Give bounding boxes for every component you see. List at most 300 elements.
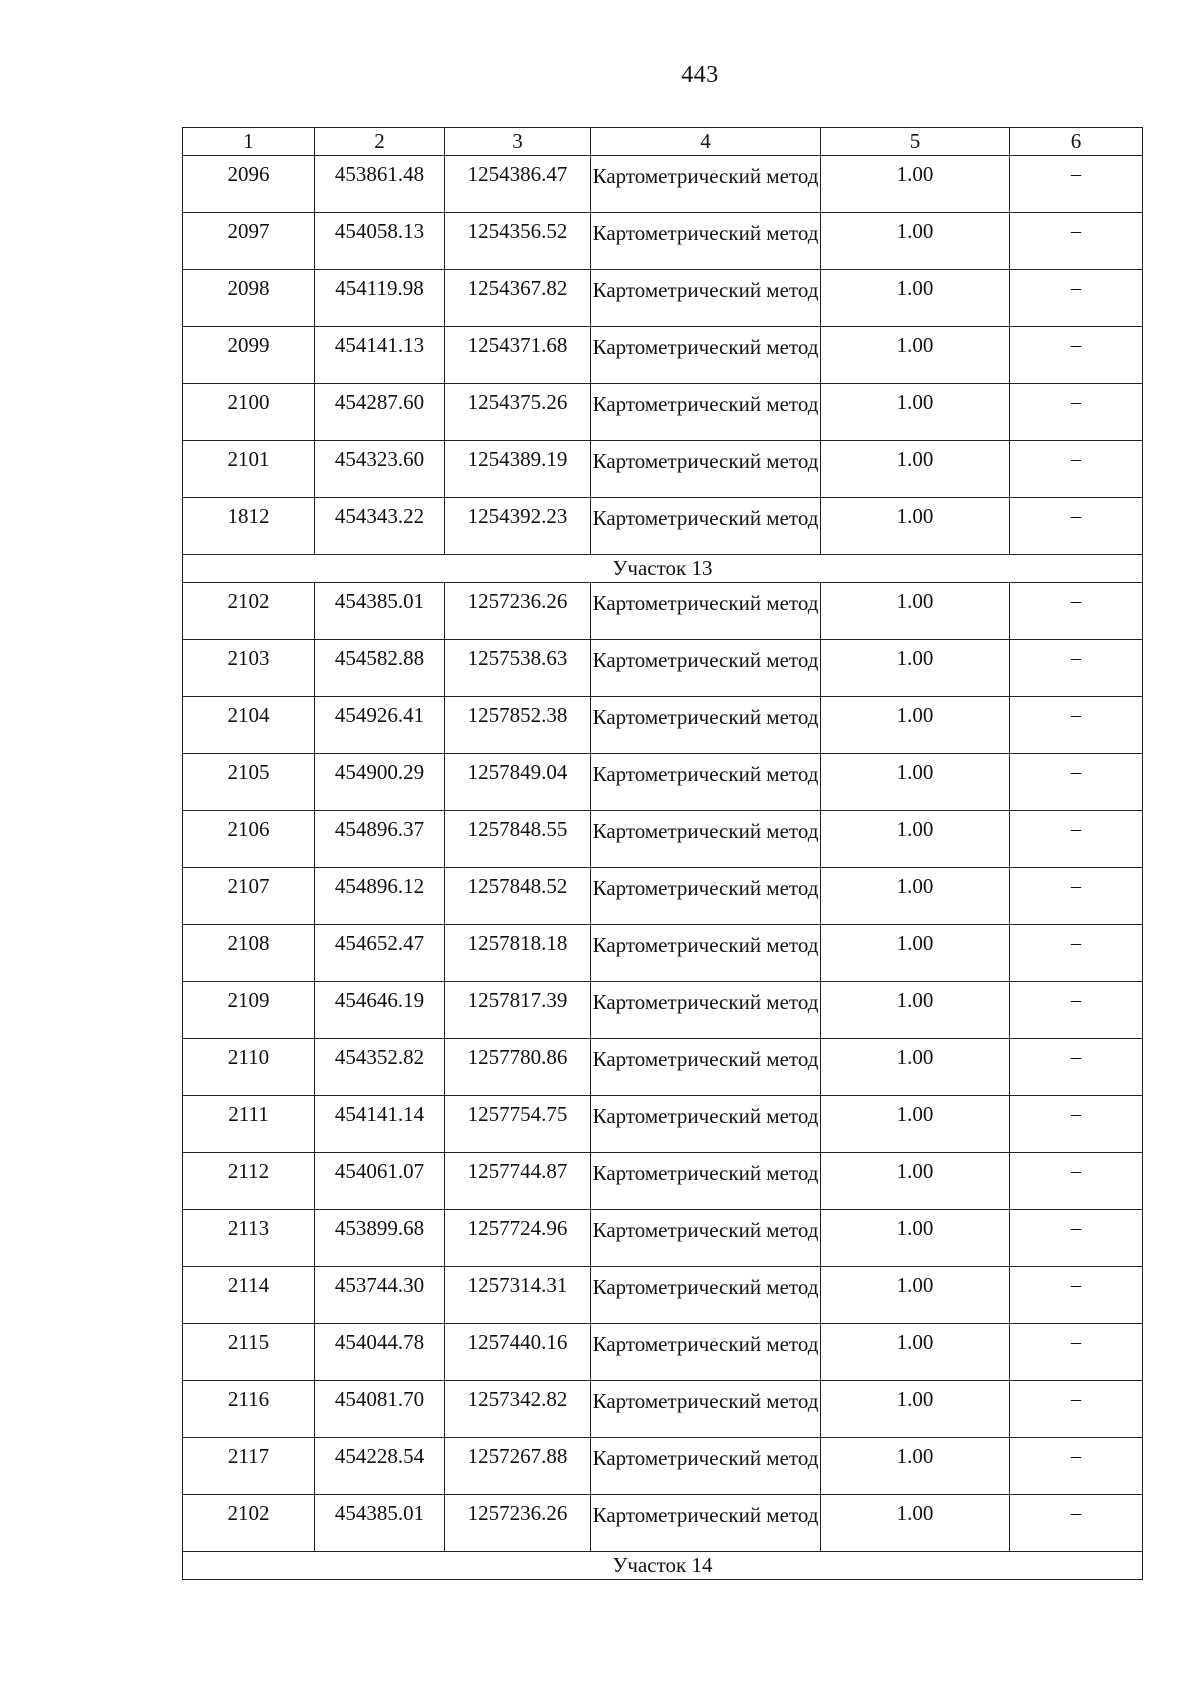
point-number-value: 2099 xyxy=(227,333,270,357)
accuracy-cell xyxy=(821,384,1010,441)
y-coordinate-value: 1257440.16 xyxy=(467,1330,568,1354)
y-coordinate-value: 1257817.39 xyxy=(467,988,568,1012)
point-number-value: 2096 xyxy=(227,162,270,186)
y-coordinate-value: 1254356.52 xyxy=(467,219,568,243)
y-coordinate-value: 1257744.87 xyxy=(467,1159,568,1183)
note-cell xyxy=(1010,583,1143,640)
point-number-value: 2102 xyxy=(227,1501,270,1525)
method-cell xyxy=(591,1210,821,1267)
note-cell xyxy=(1010,982,1143,1039)
note-cell xyxy=(1010,1096,1143,1153)
x-coordinate-value: 454141.13 xyxy=(334,333,425,357)
x-coordinate-value: 454900.29 xyxy=(334,760,425,784)
note-cell xyxy=(1010,811,1143,868)
method-value: Картометрический метод xyxy=(592,506,819,530)
method-cell xyxy=(591,925,821,982)
point-number-cell xyxy=(183,441,315,498)
method-cell xyxy=(591,811,821,868)
accuracy-value: 1.00 xyxy=(896,703,934,727)
method-value: Картометрический метод xyxy=(592,1275,819,1299)
method-value: Картометрический метод xyxy=(592,164,819,188)
y-coordinate-value: 1254392.23 xyxy=(467,504,568,528)
method-cell xyxy=(591,640,821,697)
note-value: – xyxy=(1071,334,1081,356)
point-number-cell xyxy=(183,1039,315,1096)
method-cell xyxy=(591,1096,821,1153)
note-value: – xyxy=(1071,1274,1081,1296)
table-row xyxy=(183,583,1143,640)
accuracy-cell xyxy=(821,1210,1010,1267)
method-value: Картометрический метод xyxy=(592,648,819,672)
note-cell xyxy=(1010,868,1143,925)
point-number-cell xyxy=(183,270,315,327)
column-header: 6 xyxy=(1010,128,1143,156)
point-number-value: 2114 xyxy=(227,1273,270,1297)
y-coordinate-cell xyxy=(445,1153,591,1210)
accuracy-value: 1.00 xyxy=(896,760,934,784)
note-cell xyxy=(1010,925,1143,982)
column-header: 5 xyxy=(821,128,1010,156)
point-number-cell xyxy=(183,640,315,697)
method-value: Картометрический метод xyxy=(592,1161,819,1185)
x-coordinate-cell xyxy=(315,1381,445,1438)
x-coordinate-cell xyxy=(315,1153,445,1210)
point-number-value: 2104 xyxy=(227,703,270,727)
table-row xyxy=(183,213,1143,270)
y-coordinate-cell xyxy=(445,1381,591,1438)
method-value: Картометрический метод xyxy=(592,705,819,729)
accuracy-cell xyxy=(821,697,1010,754)
table-row xyxy=(183,868,1143,925)
y-coordinate-value: 1257818.18 xyxy=(467,931,568,955)
y-coordinate-cell xyxy=(445,156,591,213)
accuracy-cell xyxy=(821,1096,1010,1153)
method-cell xyxy=(591,156,821,213)
note-value: – xyxy=(1071,875,1081,897)
method-cell xyxy=(591,498,821,555)
x-coordinate-value: 454323.60 xyxy=(334,447,425,471)
x-coordinate-cell xyxy=(315,697,445,754)
table-row xyxy=(183,754,1143,811)
x-coordinate-cell xyxy=(315,754,445,811)
table-row xyxy=(183,640,1143,697)
note-value: – xyxy=(1071,932,1081,954)
x-coordinate-cell xyxy=(315,1495,445,1552)
accuracy-value: 1.00 xyxy=(896,1159,934,1183)
y-coordinate-cell xyxy=(445,583,591,640)
accuracy-cell xyxy=(821,640,1010,697)
method-value: Картометрический метод xyxy=(592,1389,819,1413)
note-value: – xyxy=(1071,989,1081,1011)
y-coordinate-cell xyxy=(445,1438,591,1495)
point-number-cell xyxy=(183,327,315,384)
point-number-cell xyxy=(183,213,315,270)
y-coordinate-cell xyxy=(445,1039,591,1096)
y-coordinate-cell xyxy=(445,640,591,697)
accuracy-value: 1.00 xyxy=(896,1330,934,1354)
note-cell xyxy=(1010,1039,1143,1096)
table-row xyxy=(183,697,1143,754)
note-value: – xyxy=(1071,1046,1081,1068)
point-number-cell xyxy=(183,811,315,868)
x-coordinate-value: 454119.98 xyxy=(335,276,424,300)
note-cell xyxy=(1010,498,1143,555)
note-cell xyxy=(1010,1495,1143,1552)
table-row xyxy=(183,1495,1143,1552)
x-coordinate-value: 454228.54 xyxy=(334,1444,425,1468)
point-number-value: 2100 xyxy=(227,390,270,414)
table-row xyxy=(183,270,1143,327)
y-coordinate-cell xyxy=(445,1210,591,1267)
method-value: Картометрический метод xyxy=(592,1332,819,1356)
point-number-value: 2116 xyxy=(227,1387,270,1411)
note-cell xyxy=(1010,1381,1143,1438)
accuracy-cell xyxy=(821,868,1010,925)
method-value: Картометрический метод xyxy=(592,1104,819,1128)
method-cell xyxy=(591,1153,821,1210)
accuracy-cell xyxy=(821,1267,1010,1324)
x-coordinate-value: 454582.88 xyxy=(334,646,425,670)
y-coordinate-value: 1254386.47 xyxy=(467,162,568,186)
point-number-value: 2108 xyxy=(227,931,270,955)
section-title: Участок 14 xyxy=(183,1552,1143,1580)
point-number-cell xyxy=(183,156,315,213)
x-coordinate-cell xyxy=(315,925,445,982)
accuracy-cell xyxy=(821,925,1010,982)
accuracy-value: 1.00 xyxy=(896,1501,934,1525)
y-coordinate-value: 1254389.19 xyxy=(467,447,568,471)
note-cell xyxy=(1010,1153,1143,1210)
note-value: – xyxy=(1071,1502,1081,1524)
y-coordinate-cell xyxy=(445,441,591,498)
x-coordinate-cell xyxy=(315,441,445,498)
accuracy-cell xyxy=(821,982,1010,1039)
x-coordinate-cell xyxy=(315,1096,445,1153)
note-value: – xyxy=(1071,1160,1081,1182)
method-value: Картометрический метод xyxy=(592,819,819,843)
point-number-value: 2110 xyxy=(227,1045,270,1069)
y-coordinate-cell xyxy=(445,811,591,868)
point-number-cell xyxy=(183,1153,315,1210)
note-value: – xyxy=(1071,1331,1081,1353)
section-header-row xyxy=(183,555,1143,583)
method-cell xyxy=(591,982,821,1039)
accuracy-cell xyxy=(821,1039,1010,1096)
section-header-row xyxy=(183,1552,1143,1580)
x-coordinate-value: 454081.70 xyxy=(334,1387,425,1411)
table-row xyxy=(183,1438,1143,1495)
y-coordinate-value: 1257724.96 xyxy=(467,1216,568,1240)
accuracy-value: 1.00 xyxy=(896,589,934,613)
table-row xyxy=(183,1324,1143,1381)
accuracy-cell xyxy=(821,1381,1010,1438)
x-coordinate-value: 453861.48 xyxy=(334,162,425,186)
y-coordinate-cell xyxy=(445,754,591,811)
note-value: – xyxy=(1071,391,1081,413)
point-number-cell xyxy=(183,982,315,1039)
method-value: Картометрический метод xyxy=(592,933,819,957)
x-coordinate-cell xyxy=(315,1039,445,1096)
method-cell xyxy=(591,270,821,327)
point-number-value: 2106 xyxy=(227,817,270,841)
note-value: – xyxy=(1071,704,1081,726)
method-cell xyxy=(591,327,821,384)
y-coordinate-value: 1257848.52 xyxy=(467,874,568,898)
x-coordinate-value: 454044.78 xyxy=(334,1330,425,1354)
method-cell xyxy=(591,1267,821,1324)
x-coordinate-cell xyxy=(315,327,445,384)
note-value: – xyxy=(1071,1445,1081,1467)
accuracy-cell xyxy=(821,327,1010,384)
point-number-cell xyxy=(183,1267,315,1324)
point-number-cell xyxy=(183,925,315,982)
y-coordinate-cell xyxy=(445,925,591,982)
y-coordinate-value: 1257848.55 xyxy=(467,817,568,841)
note-value: – xyxy=(1071,1103,1081,1125)
note-cell xyxy=(1010,1438,1143,1495)
accuracy-cell xyxy=(821,583,1010,640)
coordinates-table xyxy=(182,127,1143,1580)
table-row xyxy=(183,1153,1143,1210)
note-value: – xyxy=(1071,1388,1081,1410)
x-coordinate-value: 454343.22 xyxy=(334,504,425,528)
note-cell xyxy=(1010,270,1143,327)
y-coordinate-value: 1257342.82 xyxy=(467,1387,568,1411)
x-coordinate-cell xyxy=(315,1438,445,1495)
y-coordinate-cell xyxy=(445,1096,591,1153)
x-coordinate-value: 453744.30 xyxy=(334,1273,425,1297)
note-value: – xyxy=(1071,505,1081,527)
method-cell xyxy=(591,1381,821,1438)
method-cell xyxy=(591,1039,821,1096)
y-coordinate-cell xyxy=(445,327,591,384)
x-coordinate-cell xyxy=(315,811,445,868)
accuracy-cell xyxy=(821,498,1010,555)
method-value: Картометрический метод xyxy=(592,392,819,416)
table-row xyxy=(183,1210,1143,1267)
accuracy-cell xyxy=(821,441,1010,498)
x-coordinate-cell xyxy=(315,213,445,270)
y-coordinate-value: 1257267.88 xyxy=(467,1444,568,1468)
x-coordinate-value: 454141.14 xyxy=(334,1102,425,1126)
x-coordinate-cell xyxy=(315,640,445,697)
x-coordinate-value: 454896.37 xyxy=(334,817,425,841)
point-number-value: 2101 xyxy=(227,447,270,471)
method-cell xyxy=(591,754,821,811)
point-number-cell xyxy=(183,498,315,555)
x-coordinate-cell xyxy=(315,982,445,1039)
x-coordinate-value: 454646.19 xyxy=(334,988,425,1012)
x-coordinate-value: 454652.47 xyxy=(334,931,425,955)
accuracy-cell xyxy=(821,1495,1010,1552)
point-number-value: 2109 xyxy=(227,988,270,1012)
y-coordinate-value: 1254371.68 xyxy=(467,333,568,357)
y-coordinate-value: 1257754.75 xyxy=(467,1102,568,1126)
method-value: Картометрический метод xyxy=(592,591,819,615)
accuracy-cell xyxy=(821,213,1010,270)
accuracy-value: 1.00 xyxy=(896,162,934,186)
method-value: Картометрический метод xyxy=(592,762,819,786)
table-row xyxy=(183,1096,1143,1153)
point-number-value: 1812 xyxy=(227,504,270,528)
method-value: Картометрический метод xyxy=(592,1218,819,1242)
note-cell xyxy=(1010,754,1143,811)
accuracy-value: 1.00 xyxy=(896,646,934,670)
table-row xyxy=(183,1267,1143,1324)
x-coordinate-cell xyxy=(315,1267,445,1324)
point-number-value: 2115 xyxy=(227,1330,270,1354)
method-cell xyxy=(591,384,821,441)
accuracy-value: 1.00 xyxy=(896,390,934,414)
y-coordinate-value: 1254375.26 xyxy=(467,390,568,414)
accuracy-value: 1.00 xyxy=(896,1102,934,1126)
y-coordinate-cell xyxy=(445,213,591,270)
section-title: Участок 13 xyxy=(183,555,1143,583)
note-cell xyxy=(1010,156,1143,213)
x-coordinate-cell xyxy=(315,270,445,327)
accuracy-value: 1.00 xyxy=(896,333,934,357)
table-row xyxy=(183,925,1143,982)
y-coordinate-value: 1257236.26 xyxy=(467,1501,568,1525)
table-row xyxy=(183,1039,1143,1096)
x-coordinate-value: 454287.60 xyxy=(334,390,425,414)
method-cell xyxy=(591,868,821,925)
y-coordinate-cell xyxy=(445,697,591,754)
y-coordinate-value: 1257849.04 xyxy=(467,760,568,784)
point-number-value: 2111 xyxy=(228,1102,269,1126)
page-number: 443 xyxy=(681,62,719,88)
note-cell xyxy=(1010,213,1143,270)
method-value: Картометрический метод xyxy=(592,449,819,473)
accuracy-value: 1.00 xyxy=(896,1216,934,1240)
x-coordinate-cell xyxy=(315,583,445,640)
method-cell xyxy=(591,1324,821,1381)
x-coordinate-value: 454926.41 xyxy=(334,703,425,727)
accuracy-cell xyxy=(821,1438,1010,1495)
note-cell xyxy=(1010,1267,1143,1324)
accuracy-cell xyxy=(821,270,1010,327)
x-coordinate-value: 454385.01 xyxy=(334,589,425,613)
accuracy-value: 1.00 xyxy=(896,1387,934,1411)
point-number-cell xyxy=(183,1495,315,1552)
table-row xyxy=(183,1381,1143,1438)
x-coordinate-value: 454061.07 xyxy=(334,1159,425,1183)
accuracy-cell xyxy=(821,156,1010,213)
note-value: – xyxy=(1071,647,1081,669)
table-row xyxy=(183,498,1143,555)
y-coordinate-value: 1257314.31 xyxy=(467,1273,568,1297)
point-number-value: 2097 xyxy=(227,219,270,243)
method-cell xyxy=(591,213,821,270)
note-value: – xyxy=(1071,1217,1081,1239)
x-coordinate-value: 454352.82 xyxy=(334,1045,425,1069)
method-cell xyxy=(591,697,821,754)
note-cell xyxy=(1010,384,1143,441)
column-header: 3 xyxy=(445,128,591,156)
y-coordinate-value: 1254367.82 xyxy=(467,276,568,300)
accuracy-value: 1.00 xyxy=(896,1273,934,1297)
point-number-cell xyxy=(183,1210,315,1267)
y-coordinate-cell xyxy=(445,1324,591,1381)
x-coordinate-cell xyxy=(315,1210,445,1267)
table-row xyxy=(183,156,1143,213)
accuracy-value: 1.00 xyxy=(896,817,934,841)
x-coordinate-value: 453899.68 xyxy=(334,1216,425,1240)
accuracy-value: 1.00 xyxy=(896,447,934,471)
accuracy-cell xyxy=(821,811,1010,868)
point-number-cell xyxy=(183,697,315,754)
point-number-cell xyxy=(183,583,315,640)
note-value: – xyxy=(1071,220,1081,242)
note-cell xyxy=(1010,1324,1143,1381)
note-cell xyxy=(1010,640,1143,697)
y-coordinate-value: 1257852.38 xyxy=(467,703,568,727)
y-coordinate-cell xyxy=(445,498,591,555)
method-value: Картометрический метод xyxy=(592,221,819,245)
accuracy-value: 1.00 xyxy=(896,1444,934,1468)
accuracy-value: 1.00 xyxy=(896,931,934,955)
table-row xyxy=(183,384,1143,441)
x-coordinate-cell xyxy=(315,868,445,925)
note-cell xyxy=(1010,327,1143,384)
accuracy-cell xyxy=(821,754,1010,811)
method-cell xyxy=(591,583,821,640)
note-value: – xyxy=(1071,818,1081,840)
point-number-value: 2098 xyxy=(227,276,270,300)
method-value: Картометрический метод xyxy=(592,335,819,359)
point-number-cell xyxy=(183,1438,315,1495)
y-coordinate-value: 1257236.26 xyxy=(467,589,568,613)
y-coordinate-cell xyxy=(445,1495,591,1552)
method-cell xyxy=(591,1438,821,1495)
point-number-cell xyxy=(183,868,315,925)
point-number-value: 2113 xyxy=(227,1216,270,1240)
x-coordinate-cell xyxy=(315,1324,445,1381)
point-number-cell xyxy=(183,1381,315,1438)
accuracy-value: 1.00 xyxy=(896,874,934,898)
method-value: Картометрический метод xyxy=(592,1047,819,1071)
x-coordinate-value: 454896.12 xyxy=(334,874,425,898)
x-coordinate-cell xyxy=(315,384,445,441)
point-number-value: 2102 xyxy=(227,589,270,613)
point-number-cell xyxy=(183,1096,315,1153)
table-row xyxy=(183,811,1143,868)
y-coordinate-value: 1257780.86 xyxy=(467,1045,568,1069)
point-number-value: 2105 xyxy=(227,760,270,784)
point-number-cell xyxy=(183,754,315,811)
y-coordinate-cell xyxy=(445,982,591,1039)
x-coordinate-value: 454385.01 xyxy=(334,1501,425,1525)
accuracy-value: 1.00 xyxy=(896,504,934,528)
y-coordinate-cell xyxy=(445,270,591,327)
note-value: – xyxy=(1071,277,1081,299)
method-cell xyxy=(591,1495,821,1552)
column-number-row xyxy=(183,128,1143,156)
column-header: 4 xyxy=(591,128,821,156)
point-number-cell xyxy=(183,1324,315,1381)
accuracy-value: 1.00 xyxy=(896,219,934,243)
x-coordinate-cell xyxy=(315,498,445,555)
accuracy-cell xyxy=(821,1153,1010,1210)
method-cell xyxy=(591,441,821,498)
point-number-value: 2107 xyxy=(227,874,270,898)
point-number-value: 2112 xyxy=(227,1159,270,1183)
note-value: – xyxy=(1071,761,1081,783)
method-value: Картометрический метод xyxy=(592,990,819,1014)
y-coordinate-cell xyxy=(445,384,591,441)
accuracy-cell xyxy=(821,1324,1010,1381)
x-coordinate-value: 454058.13 xyxy=(334,219,425,243)
